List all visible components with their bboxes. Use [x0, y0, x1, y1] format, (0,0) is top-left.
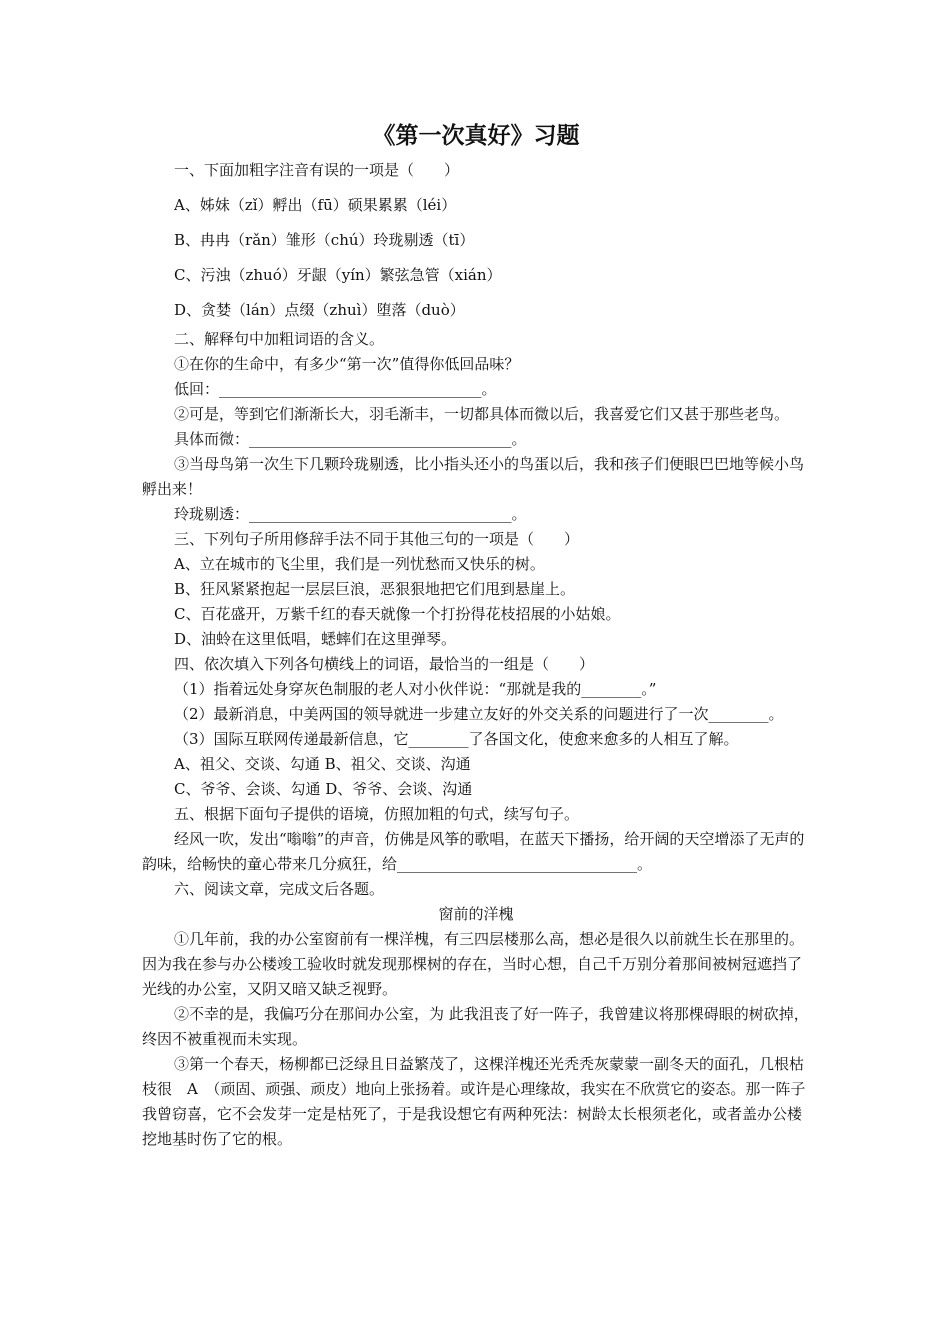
question-1-option-b: B、冉冉（rǎn）雏形（chú）玲珑剔透（tī） [174, 231, 475, 249]
question-1-option-a: A、姊妹（zǐ）孵出（fū）硕果累累（léi） [174, 196, 457, 214]
article-paragraph: ①几年前，我的办公室窗前有一棵洋槐，有三四层楼那么高，想必是很久以前就生长在那里的。因为我在参与办公楼竣工验收时就发现那棵树的存在，当时心想，自己千万别分着那间被树冠遮挡了光线的办公室，又阴又暗又缺乏视野。 [142, 930, 805, 998]
page-title: 《第一次真好》习题 [372, 122, 580, 149]
question-1-option-c: C、污浊（zhuó）牙龈（yín）繁弦急管（xián） [174, 266, 502, 284]
question-2-stem: 二、解释句中加粗词语的含义。 [174, 330, 385, 348]
question-2-sentence-3: ③当母鸟第一次生下几颗玲珑剔透，比小指头还小的鸟蛋以后，我和孩子们便眼巴巴地等候小鸟孵出来！ [142, 455, 805, 498]
article-paragraph: ②不幸的是，我偏巧分在那间办公室，为 此我沮丧了好一阵子，我曾建议将那棵碍眼的树砍掉，终因不被重视而未实现。 [142, 1005, 809, 1048]
article-title: 窗前的洋槐 [438, 905, 514, 923]
question-1-option-d: D、贪婪（lán）点缀（zhuì）堕落（duò） [174, 301, 465, 319]
question-4-options-ab: A、祖父、交谈、勾通 B、祖父、交谈、沟通 [174, 755, 471, 773]
question-2-sentence-1: ①在你的生命中，有多少“第一次”值得你低回品味？ [174, 355, 520, 373]
question-4-sentence-1: （1）指着远处身穿灰色制服的老人对小伙伴说：“那就是我的________。” [174, 680, 657, 698]
question-3-option-a: A、立在城市的飞尘里，我们是一列忧愁而又快乐的树。 [174, 555, 545, 573]
article-paragraph: ③第一个春天，杨柳都已泛绿且日益繁茂了，这棵洋槐还光秃秃灰蒙蒙一副冬天的面孔，几根枯枝很 A （顽固、顽强、顽皮）地向上张扬着。或许是心理缘故，我实在不欣赏它的姿态。那一阵子我曾窃喜，它不会发芽一定是枯死了，于是我设想它有两种死法：树龄太长根须老化，或者盖办公楼挖地基时伤了它的根。 [142, 1055, 806, 1148]
question-4-options-cd: C、爷爷、会谈、勾通 D、爷爷、会谈、沟通 [174, 780, 473, 798]
question-2-answer-3: 玲珑剔透：___________________________________。 [174, 505, 527, 523]
question-5-text: 经风一吹，发出“嗡嗡”的声音，仿佛是风筝的歌唱，在蓝天下播扬，给开阔的天空增添了无声的韵味，给畅快的童心带来几分疯狂，给________________________________。 [142, 830, 805, 873]
question-4-stem: 四、依次填入下列各句横线上的词语，最恰当的一组是（ ） [174, 655, 595, 673]
question-3-option-b: B、狂风紧紧抱起一层层巨浪，恶狠狠地把它们甩到悬崖上。 [174, 580, 576, 598]
question-6-stem: 六、阅读文章，完成文后各题。 [174, 880, 385, 898]
question-3-option-d: D、油蛉在这里低唱，蟋蟀们在这里弹琴。 [174, 630, 457, 648]
question-3-option-c: C、百花盛开，万紫千红的春天就像一个打扮得花枝招展的小姑娘。 [174, 605, 621, 623]
question-2-answer-2: 具体而微：___________________________________。 [174, 430, 527, 448]
question-3-stem: 三、下列句子所用修辞手法不同于其他三句的一项是（ ） [174, 530, 580, 548]
question-2-answer-1: 低回：___________________________________。 [174, 380, 497, 398]
question-4-sentence-3: （3）国际互联网传递最新信息，它________了各国文化，使愈来愈多的人相互了解。 [174, 730, 739, 748]
question-1-stem: 一、下面加粗字注音有误的一项是（ ） [174, 161, 460, 179]
worksheet-page [142, 118, 810, 1152]
question-2-sentence-2: ②可是，等到它们渐渐长大，羽毛渐丰，一切都具体而微以后，我喜爱它们又甚于那些老鸟。 [174, 405, 790, 423]
question-4-sentence-2: （2）最新消息，中美两国的领导就进一步建立友好的外交关系的问题进行了一次________。 [174, 705, 784, 723]
question-5-stem: 五、根据下面句子提供的语境，仿照加粗的句式，续写句子。 [174, 805, 580, 823]
